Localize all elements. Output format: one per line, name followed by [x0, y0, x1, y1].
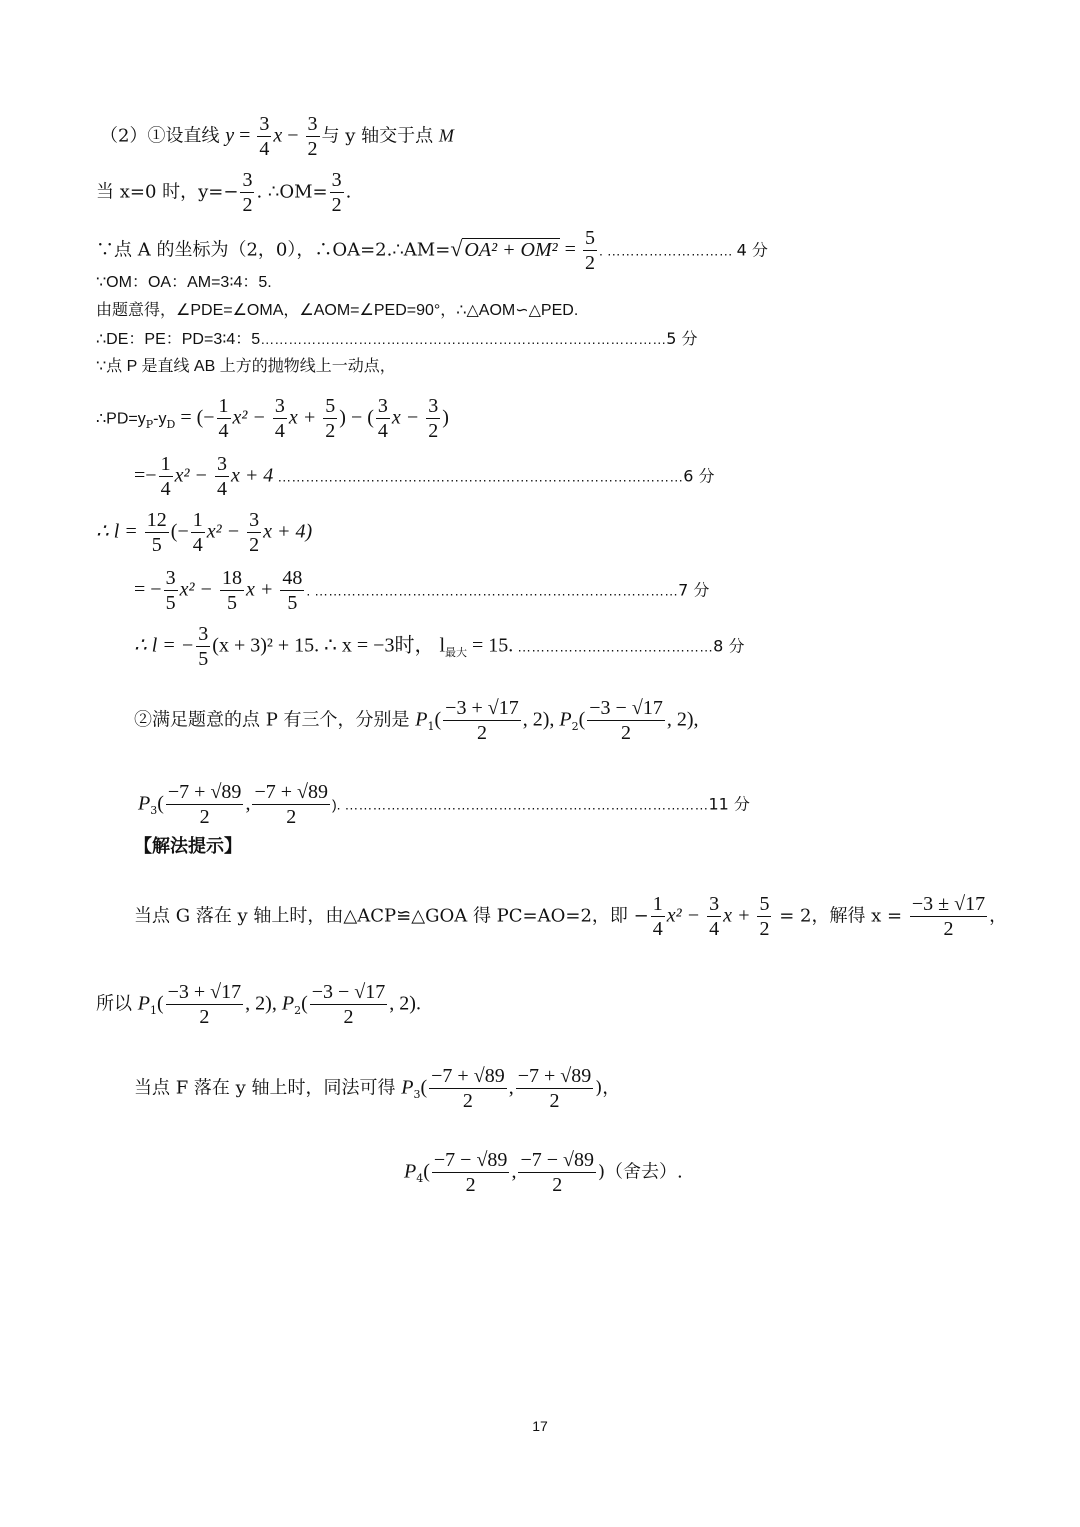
line-17: 所以 $P_1$( $\frac{-3 + √17}{2}$ , 2), $P_2$( $\frac{-3 - √17}{2}$ , 2). [96, 981, 421, 1028]
text: )（舍去）. [597, 1161, 683, 1183]
den: 4 [192, 534, 203, 556]
line-16 [134, 892, 1007, 941]
text: -y [153, 410, 167, 428]
sqrt [450, 235, 559, 261]
num: 3 [307, 113, 318, 135]
term: x + [288, 406, 322, 429]
num: −3 − √17 [589, 697, 663, 719]
eq: ∴ l = [96, 520, 143, 543]
fraction [273, 394, 287, 443]
fraction [215, 452, 229, 501]
subscript: 3 [150, 804, 158, 818]
fraction [323, 394, 337, 443]
num: −7 + √89 [431, 1065, 505, 1087]
fraction [376, 394, 390, 443]
fraction [583, 226, 597, 275]
term: ) [442, 406, 449, 429]
line-2 [96, 168, 351, 217]
den: 4 [709, 918, 720, 940]
term: , 2), [522, 708, 560, 731]
score: 8 分 [713, 636, 745, 656]
subscript: P [145, 418, 154, 432]
leader-dots: ). …………………………………………………………………… [331, 796, 709, 813]
term: x² − [206, 520, 246, 543]
page-number: 17 [532, 1418, 548, 1434]
fraction [587, 696, 665, 745]
term: ) − ( [339, 406, 374, 429]
line-19: $P_4$( $\frac{-7 - √89}{2}$ , $\frac{-7 - √89}{2}$ )（舍去）. [404, 1149, 683, 1196]
term: (− [170, 520, 189, 543]
den: 2 [465, 1174, 476, 1196]
term: = 15. [467, 634, 514, 657]
line-11 [134, 566, 709, 615]
line-3 [96, 226, 768, 275]
term: x + [245, 578, 279, 601]
score: 6 分 [683, 466, 715, 486]
point-label: P [415, 708, 428, 731]
line-12 [134, 622, 744, 671]
subscript: 1 [427, 720, 435, 734]
den: 2 [307, 138, 318, 160]
den: 5 [198, 648, 209, 670]
eq: ∴ l = − [134, 634, 195, 657]
num: −3 + √17 [167, 981, 242, 1003]
eq: =− [134, 464, 157, 487]
text: )， [595, 1077, 621, 1099]
term: x² − [179, 578, 218, 601]
den: 4 [259, 138, 270, 160]
den: 2 [343, 1006, 354, 1028]
line-8 [96, 394, 449, 443]
num: 3 [377, 395, 388, 417]
line-14: $P_3$( $\frac{-7 + √89}{2}$ , $\frac{-7 + √89}{2}$ ). ……………………………………………………………………11 分 [138, 781, 750, 828]
num: 3 [249, 509, 260, 531]
leader-dots: …………………………………………………………………………… [273, 468, 684, 485]
point-label: P [404, 1160, 417, 1183]
line-6 [96, 328, 697, 351]
term: x + [723, 904, 756, 927]
num: 5 [759, 893, 770, 915]
fraction [330, 168, 344, 217]
var-y: y [225, 124, 235, 147]
num: −7 − √89 [433, 1149, 508, 1171]
num: −3 ± √17 [911, 893, 986, 915]
line-5: 由题意得，∠PDE=∠OMA，∠AOM=∠PED=90°，∴△AOM∽△PED. [96, 302, 579, 319]
den: 4 [216, 478, 227, 500]
subscript: 最大 [445, 646, 467, 660]
fraction [247, 508, 261, 557]
fraction [217, 394, 231, 443]
leader-dots: …………………………………… [513, 638, 714, 655]
op: − [282, 124, 304, 147]
line-4: ∵OM：OA：AM=3∶4：5. [96, 274, 272, 291]
num: 1 [160, 453, 171, 475]
line-13: ②满足题意的点 P 有三个，分别是 $P_1$( $\frac{-3 + √17}{2}$ , 2), $P_2$( $\frac{-3 - √17}{2}$ , 2), [134, 697, 699, 744]
leader-dots: …………………………………………………………………………… [260, 331, 667, 347]
text: 当 x=0 时，y=− [96, 181, 239, 203]
den: 2 [325, 420, 336, 442]
num: 3 [428, 395, 439, 417]
text: = 2，解得 x = [773, 905, 908, 927]
num: 5 [584, 227, 595, 249]
text: ， [989, 905, 1008, 927]
den: 5 [226, 592, 237, 614]
den: 4 [652, 918, 663, 940]
score: 7 分 [678, 580, 710, 600]
fraction [159, 452, 173, 501]
subscript: 1 [149, 1004, 157, 1018]
num: 18 [221, 567, 242, 589]
den: 2 [199, 1006, 210, 1028]
text: 当点 G 落在 y 轴上时，由△ACP≌△GOA 得 PC=AO=2，即 − [134, 905, 649, 927]
num: −7 − √89 [520, 1149, 594, 1171]
den: 2 [943, 918, 954, 940]
num: 5 [325, 395, 336, 417]
text: 当点 F 落在 y 轴上时，同法可得 [134, 1077, 402, 1099]
den: 4 [218, 420, 229, 442]
section-heading: 【解法提示】 [134, 836, 242, 857]
num: 3 [259, 113, 270, 135]
fraction [220, 566, 244, 615]
fraction [164, 566, 178, 615]
fraction [651, 892, 665, 941]
subscript: 2 [294, 1004, 302, 1018]
fraction [443, 696, 521, 745]
num: 3 [274, 395, 285, 417]
num: −3 + √17 [445, 697, 519, 719]
fraction [429, 1064, 507, 1113]
num: −7 + √89 [517, 1065, 592, 1087]
eq: = [559, 238, 581, 261]
text: . ∴OM= [256, 181, 328, 203]
line-1 [100, 112, 454, 161]
term: , 2). [389, 992, 421, 1015]
den: 2 [199, 806, 210, 828]
subscript: 4 [416, 1172, 424, 1186]
term: x + 4) [263, 520, 313, 543]
line-9 [134, 452, 714, 501]
fraction [145, 508, 169, 557]
den: 2 [552, 1174, 563, 1196]
den: 2 [476, 722, 487, 744]
subscript: 3 [413, 1088, 421, 1102]
fraction [910, 892, 987, 941]
text: ∵点 A 的坐标为（2，0），∴OA=2.∴AM= [96, 239, 451, 261]
fraction [707, 892, 721, 941]
num: 1 [652, 893, 663, 915]
den: 2 [286, 806, 297, 828]
radical-icon: √ [450, 235, 463, 261]
den: 2 [428, 420, 439, 442]
term: x + 4 [230, 464, 274, 487]
num: 3 [165, 567, 176, 589]
eq: = (− [175, 406, 215, 429]
line-7: ∵点 P 是直线 AB 上方的抛物线上一动点， [96, 358, 396, 375]
num: −3 − √17 [311, 981, 386, 1003]
text: 与 y 轴交于点 [321, 125, 439, 147]
text: ∴PD=y [96, 410, 146, 428]
term: x² − [174, 464, 213, 487]
term: , 2), [245, 992, 282, 1015]
text: （2）①设直线 [100, 125, 226, 147]
radicand: OA² + OM² [464, 238, 558, 261]
den: 2 [549, 1090, 560, 1112]
den: 2 [462, 1090, 473, 1112]
fraction [426, 394, 440, 443]
num: 3 [242, 169, 253, 191]
num: 3 [216, 453, 227, 475]
term: , 2), [666, 708, 699, 731]
fraction [518, 1148, 596, 1197]
den: 4 [160, 478, 171, 500]
den: 4 [274, 420, 285, 442]
num: 12 [146, 509, 167, 531]
var-M: M [438, 125, 454, 146]
den: 2 [249, 534, 260, 556]
den: 5 [287, 592, 298, 614]
num: −7 + √89 [254, 781, 328, 803]
den: 2 [584, 252, 595, 274]
fraction [757, 892, 771, 941]
text: ∴DE：PE：PD=3∶4：5 [96, 331, 261, 348]
den: 4 [377, 420, 388, 442]
den: 2 [331, 194, 342, 216]
fraction [516, 1064, 594, 1113]
fraction [432, 1148, 510, 1197]
num: 48 [282, 567, 303, 589]
num: 3 [709, 893, 720, 915]
point-label: P [138, 792, 151, 815]
term: x − [391, 406, 425, 429]
fraction [191, 508, 205, 557]
line-18: 当点 F 落在 y 轴上时，同法可得 $P_3$( $\frac{-7 + √89}{2}$ , $\frac{-7 + √89}{2}$ )， [134, 1065, 621, 1112]
den: 2 [242, 194, 253, 216]
fraction [166, 780, 244, 829]
point-label: P [401, 1076, 414, 1099]
term: x² − [232, 406, 271, 429]
leader-dots: . ……………………… [598, 242, 737, 259]
num: 1 [218, 395, 229, 417]
den: 5 [165, 592, 176, 614]
leader-dots: . …………………………………………………………………… [306, 582, 679, 599]
term: x² − [666, 904, 706, 927]
term: (x + 3)² + 15. ∴ x = −3时， l [212, 634, 445, 657]
fraction [196, 622, 210, 671]
var-x: x [273, 124, 283, 147]
text: . [345, 181, 352, 203]
text: 所以 [96, 993, 138, 1015]
text: ②满足题意的点 P 有三个，分别是 [134, 709, 416, 731]
score: 11 分 [708, 794, 750, 814]
point-label: P [137, 992, 150, 1015]
num: −7 + √89 [167, 781, 242, 803]
fraction [252, 780, 330, 829]
num: 3 [198, 623, 209, 645]
fraction [240, 168, 254, 217]
score: 4 分 [736, 240, 768, 260]
point-label: P [559, 708, 572, 731]
fraction [257, 112, 271, 161]
num: 3 [331, 169, 342, 191]
score: 5 分 [666, 329, 698, 348]
fraction [310, 980, 388, 1029]
subscript: D [166, 418, 176, 432]
den: 2 [759, 918, 770, 940]
fraction [280, 566, 304, 615]
fraction [166, 980, 244, 1029]
line-10 [96, 508, 312, 557]
num: 1 [192, 509, 203, 531]
point-label: P [281, 992, 295, 1015]
subscript: 2 [571, 720, 579, 734]
den: 5 [151, 534, 162, 556]
eq: = − [134, 578, 162, 601]
fraction [306, 112, 320, 161]
den: 2 [621, 722, 632, 744]
eq: = [234, 124, 256, 147]
